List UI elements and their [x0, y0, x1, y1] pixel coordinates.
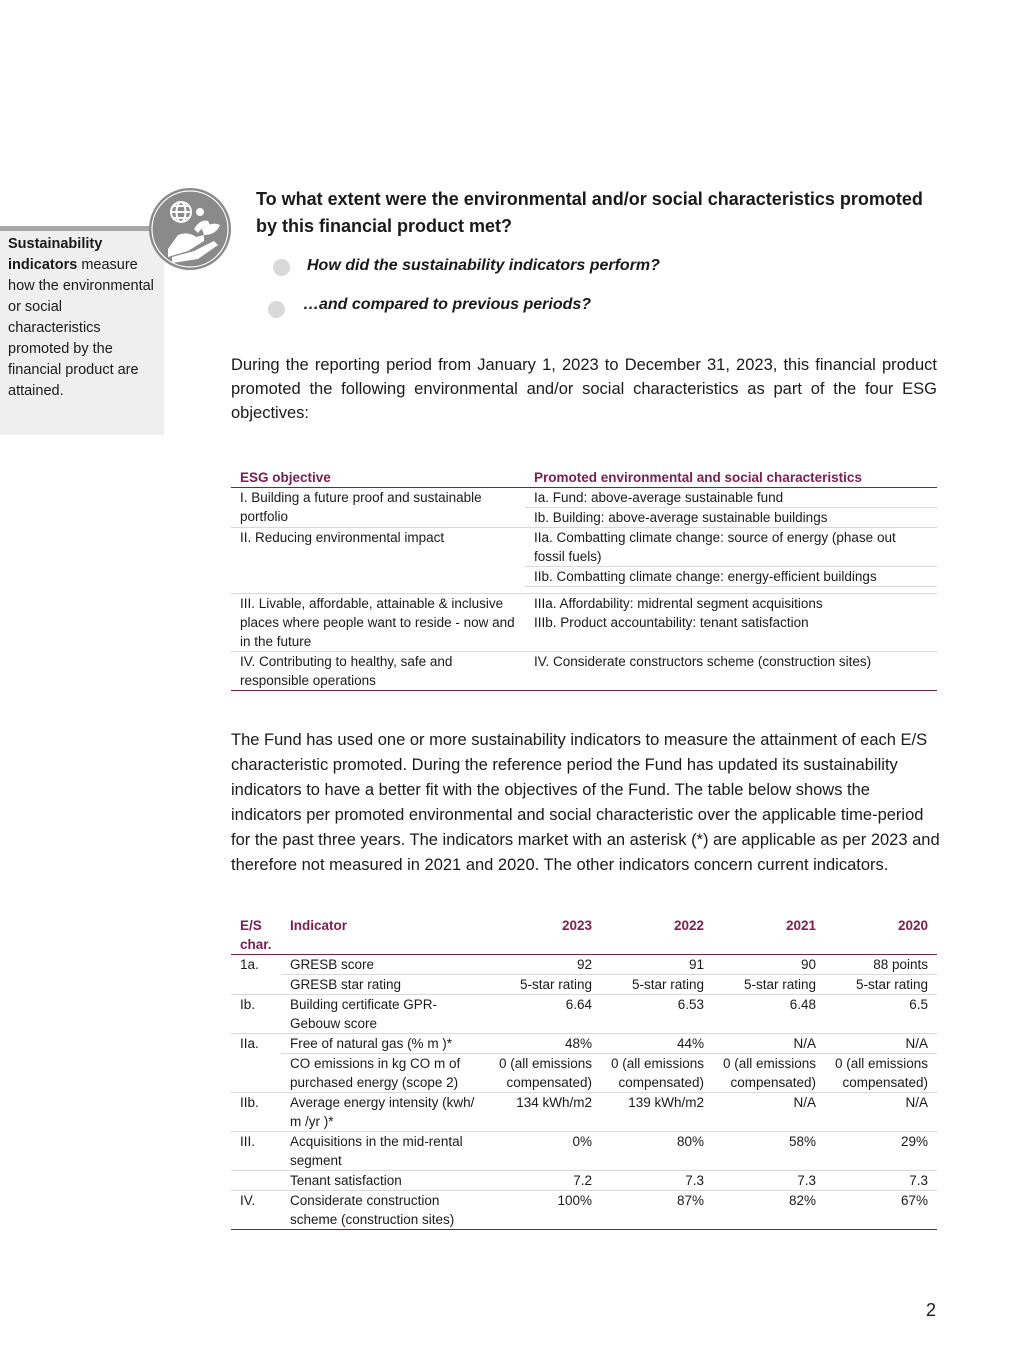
indicator-cell: GRESB score [290, 957, 375, 972]
header-promoted-characteristics: Promoted environmental and social characteristics [525, 466, 937, 488]
characteristic-cell: IIb. Combatting climate change: energy-efficient buildings [525, 567, 937, 587]
value-2021: N/A [713, 1093, 825, 1132]
value-2021: 5-star rating [713, 975, 825, 995]
indicator-cell: Tenant satisfaction [281, 1171, 489, 1191]
char-cell: IIb. [231, 1093, 281, 1132]
value-2023: 92 [576, 957, 592, 972]
objective-cell: II. Reducing environmental impact [231, 528, 525, 594]
char-cell [231, 975, 281, 995]
question-performance: How did the sustainability indicators perform? [307, 257, 660, 274]
sidebar-text: measure how the environmental or social characteristics promoted by the financial product are attained. [8, 257, 154, 399]
characteristic-cell: Ib. Building: above-average sustainable buildings [525, 508, 937, 528]
spacer-cell [525, 587, 937, 594]
indicator-cell: CO emissions in kg CO m of purchased energy (scope 2) [281, 1054, 489, 1093]
value-2022: 80% [601, 1132, 713, 1171]
value-2020: 88 points [873, 957, 928, 972]
header-2020: 2020 [825, 914, 937, 955]
characteristic-line: IIIb. Product accountability: tenant satisfaction [534, 615, 809, 630]
header-2022: 2022 [601, 914, 713, 955]
characteristic-line: IIIa. Affordability: midrental segment acquisitions [534, 596, 823, 611]
char-cell [231, 1171, 281, 1191]
value-2022: 7.3 [601, 1171, 713, 1191]
bullet-icon [273, 259, 290, 276]
value-2020: 29% [825, 1132, 937, 1171]
value-2021: N/A [713, 1034, 825, 1054]
value-2021: 90 [800, 957, 816, 972]
characteristic-cell: Ia. Fund: above-average sustainable fund [534, 490, 784, 505]
table-row [231, 995, 937, 1034]
value-2022: 91 [688, 957, 704, 972]
header-2023: 2023 [489, 914, 601, 955]
objective-cell: IV. Contributing to healthy, safe and responsible operations [231, 652, 525, 691]
body-paragraph: The Fund has used one or more sustainability indicators to measure the attainment of each E/S characteristic promoted. During the reference period the Fund has updated its sustainability indicators to have a better fit with the objectives of the Fund. The table below shows the indicators per promoted environmental and social characteristic over the applicable time-period for the past three years. The indicators market with an asterisk (*) are applicable as per 2023 and therefore not measured in 2021 and 2020. The other indicators concern current indicators. [231, 731, 940, 874]
header-esg-objective: ESG objective [231, 466, 525, 488]
value-2023: 0 (all emissions compensated) [489, 1054, 601, 1093]
table-row [231, 955, 937, 975]
char-cell: III. [231, 1132, 281, 1171]
header-es-char: E/S char. [231, 914, 281, 955]
header-indicator: Indicator [281, 914, 489, 955]
indicator-cell: Building certificate GPR-Gebouw score [281, 995, 489, 1034]
value-2023: 0% [489, 1132, 601, 1171]
value-2022: 44% [601, 1034, 713, 1054]
value-2023: 6.64 [489, 995, 601, 1034]
value-2020: 67% [825, 1191, 937, 1230]
value-2021: 58% [713, 1132, 825, 1171]
indicator-cell: Considerate construction scheme (construction sites) [281, 1191, 489, 1230]
table-row [231, 652, 937, 691]
globe-hands-leaf-icon [148, 187, 232, 271]
value-2020: 5-star rating [825, 975, 937, 995]
characteristic-cell [525, 594, 937, 652]
esg-objectives-table [231, 466, 937, 691]
value-2023: 100% [489, 1191, 601, 1230]
table-row [231, 1093, 937, 1132]
value-2023: 5-star rating [489, 975, 601, 995]
value-2020: 6.5 [825, 995, 937, 1034]
value-2023: 48% [489, 1034, 601, 1054]
value-2021: 0 (all emissions compensated) [713, 1054, 825, 1093]
value-2023: 7.2 [489, 1171, 601, 1191]
char-cell: 1a. [240, 957, 259, 972]
value-2021: 6.48 [713, 995, 825, 1034]
value-2022: 87% [601, 1191, 713, 1230]
value-2020: N/A [825, 1034, 937, 1054]
characteristic-cell: IV. Considerate constructors scheme (construction sites) [525, 652, 937, 691]
characteristic-cell: IIa. Combatting climate change: source of energy (phase out fossil fuels) [525, 528, 937, 567]
sidebar-definition [8, 234, 156, 402]
value-2021: 82% [713, 1191, 825, 1230]
char-cell [231, 1054, 281, 1093]
char-cell: IV. [231, 1191, 281, 1230]
table-row [231, 488, 937, 508]
value-2023: 134 kWh/m2 [489, 1093, 601, 1132]
objective-cell: III. Livable, affordable, attainable & inclusive places where people want to reside - now and in the future [231, 594, 525, 652]
page-number: 2 [926, 1300, 937, 1320]
table-row [231, 1054, 937, 1093]
table-row [231, 594, 937, 652]
char-cell: Ib. [231, 995, 281, 1034]
value-2020: N/A [825, 1093, 937, 1132]
sidebar-term: Sustainability indicators [8, 236, 103, 273]
value-2022: 6.53 [601, 995, 713, 1034]
char-cell: IIa. [231, 1034, 281, 1054]
section-heading: To what extent were the environmental and/or social characteristics promoted by this financial product met? [256, 189, 923, 236]
bullet-icon [268, 301, 285, 318]
indicator-cell: Average energy intensity (kwh/ m /yr )* [281, 1093, 489, 1132]
value-2021: 7.3 [713, 1171, 825, 1191]
table-row [231, 1034, 937, 1054]
table-row [231, 975, 937, 995]
value-2022: 5-star rating [601, 975, 713, 995]
table-row [231, 528, 937, 567]
value-2020: 0 (all emissions compensated) [825, 1054, 937, 1093]
header-2021: 2021 [713, 914, 825, 955]
indicator-cell: GRESB star rating [281, 975, 489, 995]
indicator-cell: Acquisitions in the mid-rental segment [281, 1132, 489, 1171]
indicator-cell: Free of natural gas (% m )* [281, 1034, 489, 1054]
table-row [231, 1191, 937, 1230]
question-previous-periods: …and compared to previous periods? [303, 296, 592, 313]
value-2022: 0 (all emissions compensated) [601, 1054, 713, 1093]
objective-cell: I. Building a future proof and sustainable portfolio [240, 490, 482, 524]
table-row [231, 1171, 937, 1191]
table-row [231, 1132, 937, 1171]
intro-paragraph: During the reporting period from January 1, 2023 to December 31, 2023, this financial product promoted the following environmental and/or social characteristics as part of the four ESG objectives: [231, 356, 937, 422]
indicators-table [231, 914, 937, 1230]
value-2022: 139 kWh/m2 [601, 1093, 713, 1132]
value-2020: 7.3 [825, 1171, 937, 1191]
